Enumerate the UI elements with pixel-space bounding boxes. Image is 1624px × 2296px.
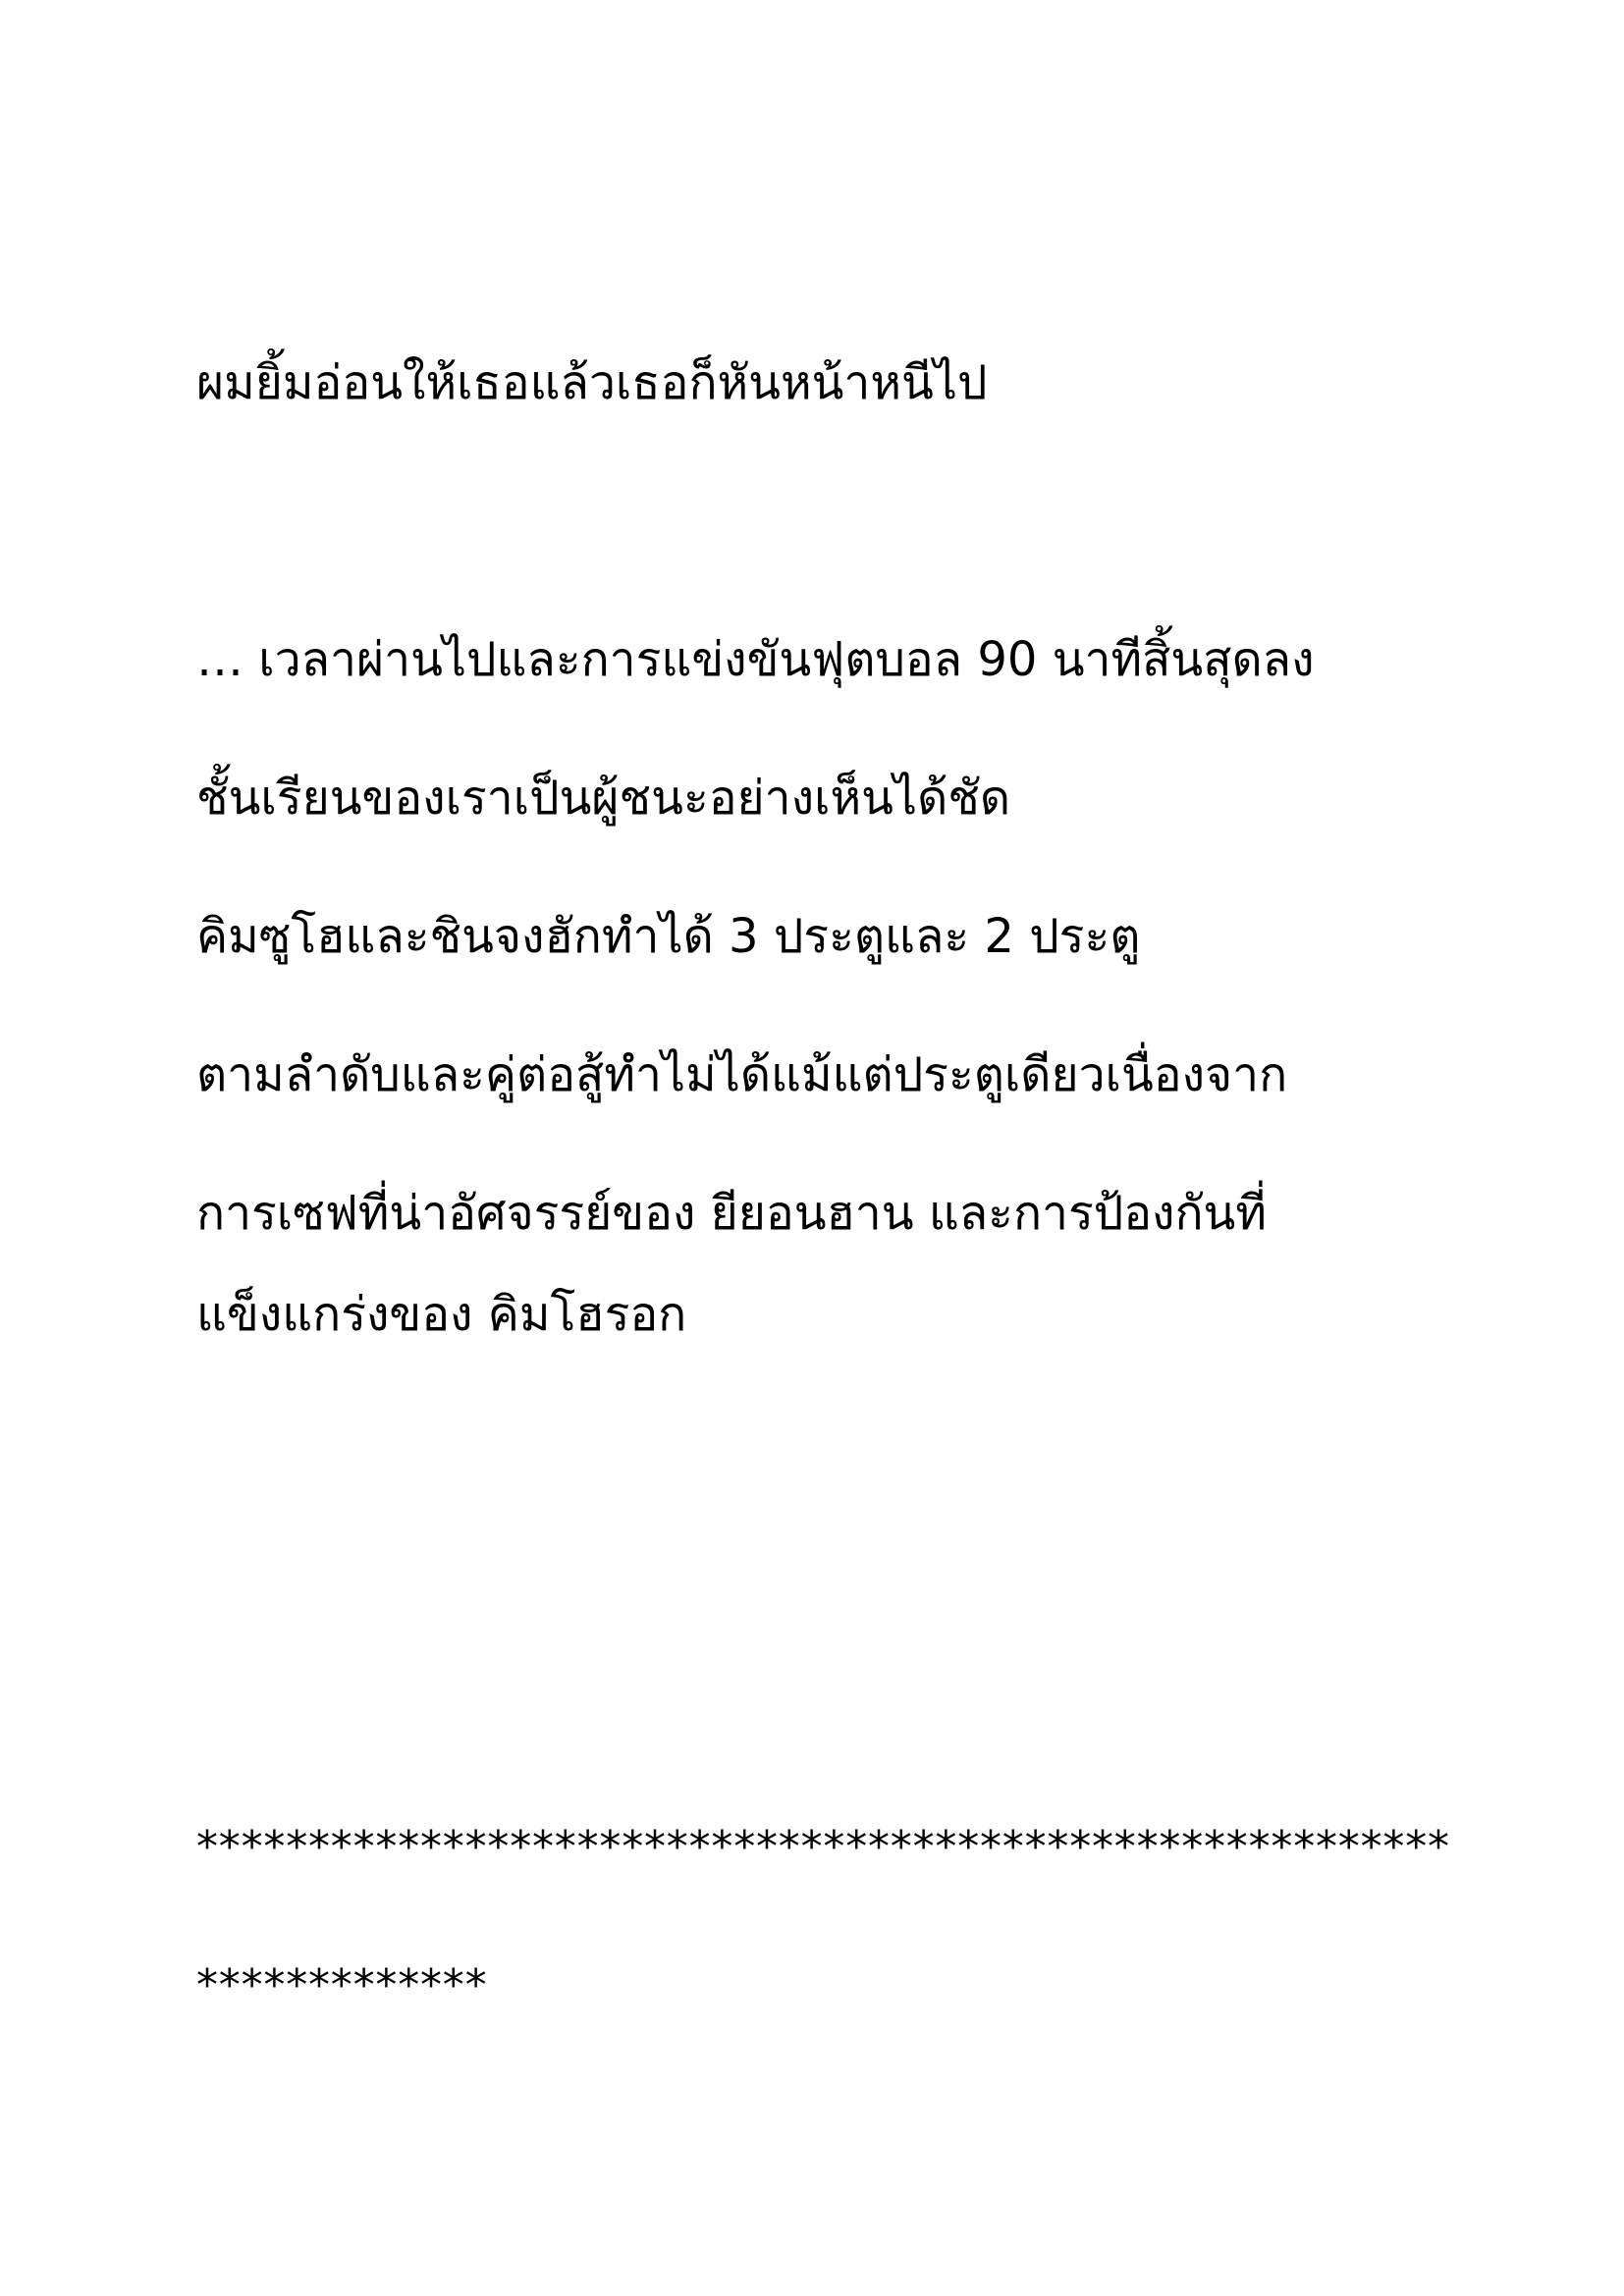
paragraph-line-2: … เวลาผ่านไปและการแข่งขันฟุตบอล 90 นาทีสิ้นสุดลง (196, 632, 1315, 687)
paragraph-line-3: ชั้นเรียนของเราเป็นผู้ชนะอย่างเห็นได้ชัด (196, 771, 1010, 826)
paragraph-line-5: ตามลำดับและคู่ต่อสู้ทำไม่ได้แม้แต่ประตูเดียวเนื่องจาก (196, 1047, 1288, 1102)
paragraph-line-7: แข็งแกร่งของ คิมโฮรอก (196, 1287, 687, 1342)
paragraph-line-6: การเซฟที่น่าอัศจรรย์ของ ยียอนฮาน และการป้องกันที่ (196, 1186, 1268, 1241)
separator-line-1: ******************************************************** (196, 1822, 1450, 1872)
paragraph-line-1: ผมยิ้มอ่อนให้เธอแล้วเธอก็หันหน้าหนีไป (196, 355, 988, 410)
paragraph-line-4: คิมซูโฮและชินจงฮักทำได้ 3 ประตูและ 2 ประตู (196, 909, 1141, 964)
separator-line-2: ************* (196, 1960, 488, 2010)
